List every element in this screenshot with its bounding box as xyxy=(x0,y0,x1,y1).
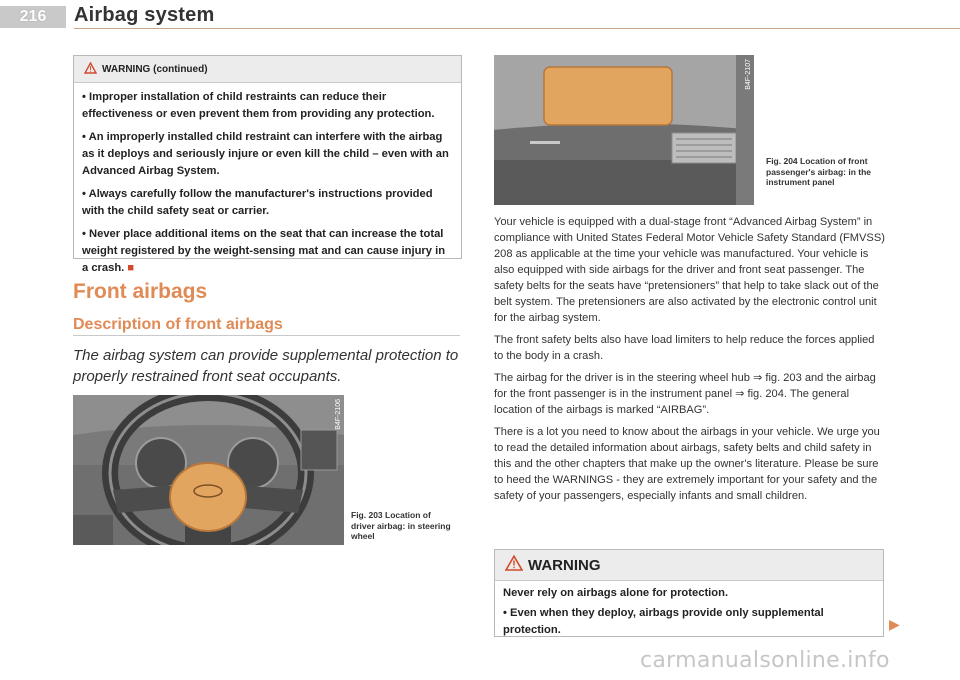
section-heading: Front airbags xyxy=(73,280,208,303)
subsection-heading: Description of front airbags xyxy=(73,316,283,333)
warning-item: • Never place additional items on the seat that can increase the total weight registered by the weight-sensing mat and can cause injury in a crash. ■ xyxy=(82,228,446,274)
warning-continued-label: WARNING (continued) xyxy=(102,63,208,75)
body-paragraph: Your vehicle is equipped with a dual-stage front “Advanced Airbag System” in compliance with United States Federal Motor Vehicle Safety Standard (FMVSS) 208 as applicable at the time your vehicle was manufactured. Your vehicle is also equipped with side airbags for the driver and front seat passenger. The safety belts for the seats have “pretensioners” that help to take slack out of the belt system. The pretensioners are also activated by the electronic control unit for the airbag system. xyxy=(494,216,885,324)
warning-item: • Improper installation of child restraints can reduce their effectiveness or even prevent them from providing any protection. xyxy=(82,91,435,120)
instrument-panel-illustration xyxy=(494,55,754,205)
warning-line: • Even when they deploy, airbags provide only supplemental protection. xyxy=(503,607,824,636)
warning-continued-body xyxy=(74,83,461,277)
warning-triangle-icon xyxy=(84,62,97,77)
header-rule xyxy=(74,28,960,29)
figure-204-caption: Fig. 204 Location of front passenger's airbag: in the instrument panel xyxy=(766,156,871,187)
warning-label: WARNING xyxy=(528,556,601,574)
body-paragraph: There is a lot you need to know about the airbags in your vehicle. We urge you to read the detailed information about airbags, safety belts and child safety in this and the other chapters that make up the owner's literature. Please be sure to heed the WARNINGS - they are extremely important for your safety and the safety of your passengers, especially infants and small children. xyxy=(494,426,880,502)
page-header xyxy=(0,0,960,32)
warning-continued-header xyxy=(74,56,461,83)
warning-continued-box xyxy=(73,55,462,274)
section-end-mark: ■ xyxy=(127,262,135,274)
figure-203-driver-airbag xyxy=(73,395,344,545)
figure-code: B4F-2106 xyxy=(335,399,342,430)
body-paragraph: The front safety belts also have load limiters to help reduce the forces applied to the body in a crash. xyxy=(494,334,875,362)
warning-body xyxy=(495,581,883,639)
running-title: Airbag system xyxy=(74,4,215,26)
figure-code: B4F-2107 xyxy=(745,59,752,90)
page-number: 216 xyxy=(0,6,66,28)
warning-header xyxy=(495,550,883,581)
watermark: carmanualsonline.info xyxy=(640,648,890,673)
warning-triangle-icon xyxy=(505,555,523,575)
body-paragraph: The airbag for the driver is in the steering wheel hub ⇒ fig. 203 and the airbag for the front passenger is in the instrument panel ⇒ fig. 204. The general location of the airbags is marked “AIRBAG”. xyxy=(494,372,876,416)
warning-line: Never rely on airbags alone for protection. xyxy=(503,587,729,599)
figure-204-passenger-airbag xyxy=(494,55,754,205)
warning-item: • Always carefully follow the manufacturer's instructions provided with the child safety seat or carrier. xyxy=(82,188,433,217)
warning-item: • An improperly installed child restraint can interfere with the airbag as it deploys and seriously injure or even kill the child – even with an Advanced Airbag System. xyxy=(82,131,449,177)
body-text xyxy=(494,214,886,510)
warning-box xyxy=(494,549,884,637)
subsection-rule xyxy=(73,335,460,336)
intro-text: The airbag system can provide supplemental protection to properly restrained front seat occupants. xyxy=(73,347,459,385)
steering-wheel-illustration xyxy=(73,395,344,545)
figure-203-caption: Fig. 203 Location of driver airbag: in steering wheel xyxy=(351,510,451,541)
continue-arrow-icon: ▶ xyxy=(889,616,900,632)
